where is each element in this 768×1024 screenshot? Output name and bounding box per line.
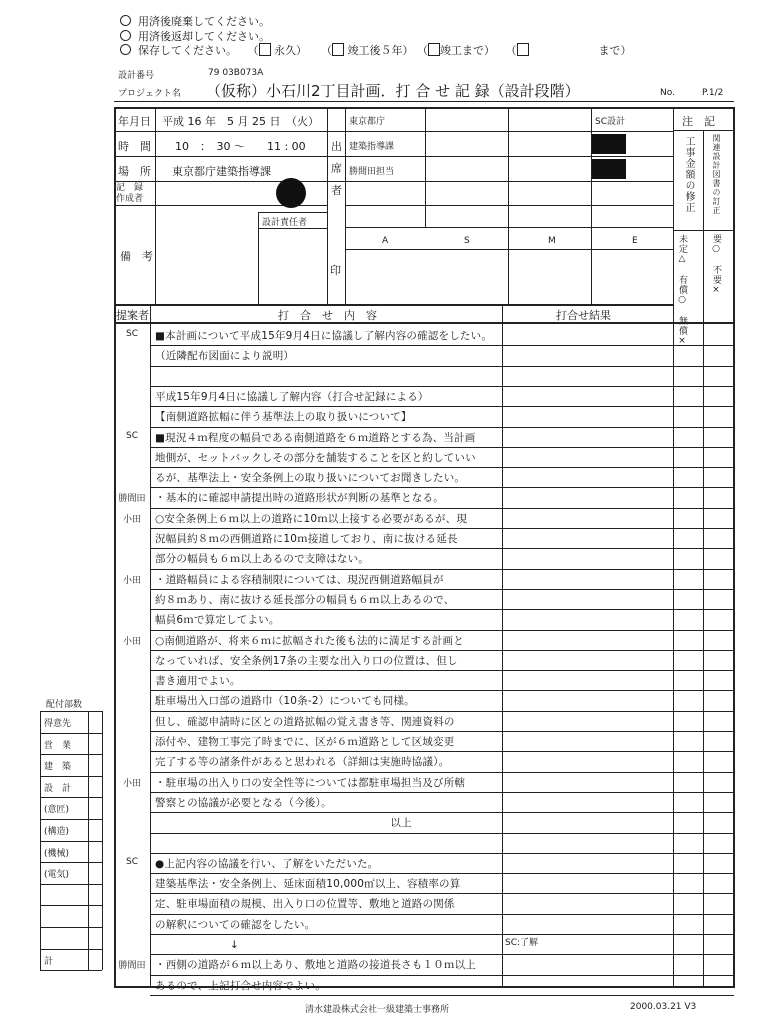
table-row-line — [150, 589, 734, 590]
footer-company: 清水建設株式会社一級建築士事務所 — [305, 1005, 450, 1015]
row-text: 但し、確認申請時に区との道路拡幅の覚え書き等、関連資料の — [155, 715, 455, 728]
row-line — [114, 181, 673, 182]
time-label: 時 間 — [118, 140, 151, 153]
place-value: 東京都庁建築指導課 — [172, 165, 271, 178]
row-speaker: SC — [126, 329, 138, 339]
row-text: あるので、上記打合せ内容でよい。 — [155, 979, 326, 992]
row-text: るが、基準法上・安全条例上の取り扱いについてお聞きしたい。 — [155, 472, 466, 485]
row-line — [345, 227, 673, 228]
row-text: 況幅員約８ｍの西側道路に10ｍ接道しており、南に抜ける延長 — [155, 533, 458, 545]
table-row-line — [150, 467, 734, 468]
project-label: プロジェクト名 — [118, 89, 181, 99]
recorder-label: 記 録 作成者 — [116, 183, 144, 204]
row-text: 平成15年9月4日に協議し了解内容（打合せ記録による） — [155, 390, 429, 403]
row-speaker: 小田 — [122, 778, 141, 789]
distribution-row-line — [40, 841, 102, 842]
distribution-row-line — [40, 884, 102, 885]
design-no-label: 設計番号 — [118, 71, 155, 81]
distribution-row-line — [40, 754, 102, 755]
table-row-line — [150, 792, 734, 793]
row-text: 完了する等の諸条件があると思われる（詳細は実施時協議）。 — [155, 756, 450, 769]
date-value: 平成 16 年 5 月 25 日 （火） — [162, 115, 319, 128]
page-number: P.1/2 — [702, 88, 724, 98]
table-row-line — [150, 548, 734, 549]
redacted-stamp — [276, 178, 306, 208]
asme-a: A — [382, 236, 389, 246]
result-header: 打合せ結果 — [556, 309, 611, 322]
table-row-line — [150, 995, 734, 996]
attendance-col-1 — [425, 107, 426, 227]
circle-bullet-icon — [120, 44, 131, 55]
distribution-row-line — [40, 862, 102, 863]
distribution-row-line — [40, 797, 102, 798]
row-text: ■現況４ｍ程度の幅員である南側道路を６ｍ道路とする為、当計画 — [155, 431, 476, 444]
notes-col-cost: 工事金額の修正 — [683, 136, 694, 213]
table-header-bottom — [114, 322, 734, 324]
row-text: 部分の幅員も６ｍ以上あるので支障はない。 — [155, 553, 369, 566]
seal-label: 印 — [330, 264, 341, 277]
notes-subcol-divider — [703, 130, 704, 322]
table-row-line — [150, 711, 734, 712]
design-no: 79 03B073A — [208, 68, 264, 78]
row-speaker: 小田 — [122, 636, 141, 647]
distribution-item: (意匠) — [44, 805, 70, 816]
row-text: ■本計画について平成15年9月4日に協議し了解内容の確認をしたい。 — [155, 330, 493, 342]
responsible-box-top — [258, 212, 327, 213]
table-row-line — [150, 975, 734, 976]
row-text: （近隣配布図面により説明） — [155, 350, 295, 363]
form-left-border — [114, 107, 116, 987]
distribution-row-line — [40, 733, 102, 734]
date-label: 年月日 — [118, 115, 151, 128]
checkbox-icon — [517, 43, 529, 56]
notes-col-divider-body — [673, 322, 674, 986]
row-speaker: SC — [126, 856, 138, 867]
distribution-item: 得意先 — [44, 719, 72, 729]
distribution-row-line — [40, 970, 102, 971]
responsible-box-left — [258, 212, 259, 304]
table-row-line — [150, 690, 734, 691]
attendance-label: 出席者 — [331, 140, 342, 197]
row-speaker: 小田 — [122, 514, 141, 525]
notes-subcol-divider-body — [703, 322, 704, 986]
table-row-line — [150, 366, 734, 367]
notice-line-1: 用済後廃棄してください。 — [120, 13, 270, 29]
page-title: （仮称）小石川2丁目計画．打 合 せ 記 録（設計段階） — [206, 82, 580, 100]
org-tokyo: 東京都庁 — [349, 117, 386, 127]
distribution-title: 配付部数 — [46, 700, 83, 710]
distribution-item: 設 計 — [44, 783, 72, 794]
circle-bullet-icon — [120, 15, 131, 26]
table-row-line — [150, 873, 734, 874]
distribution-row-line — [40, 949, 102, 950]
responsible-box-mid — [258, 228, 327, 229]
row-text: ↓ — [155, 939, 239, 951]
asme-s: S — [464, 236, 470, 246]
distribution-item: 営 業 — [44, 740, 72, 751]
row-line — [345, 249, 673, 250]
redacted-name-1 — [592, 134, 626, 154]
result-note: SC:了解 — [505, 938, 539, 948]
row-line — [114, 131, 673, 132]
header-underline — [114, 101, 734, 102]
table-row-line — [150, 853, 734, 854]
distribution-row-line — [40, 927, 102, 928]
table-row-line — [150, 650, 734, 651]
table-row-line — [150, 528, 734, 529]
org-sc: SC設計 — [595, 117, 625, 127]
checkbox-icon — [259, 43, 271, 56]
attendee-2: 勝間田担当 — [349, 167, 395, 177]
proposer-header: 提案者 — [116, 309, 149, 322]
row-text: 書き適用でよい。 — [155, 675, 241, 688]
distribution-right-border — [102, 711, 103, 970]
table-row-line — [150, 447, 734, 448]
row-text: 警察との協議が必要となる（今後）。 — [155, 796, 332, 809]
asme-e: E — [632, 236, 638, 246]
redacted-name-2 — [592, 159, 626, 179]
table-row-line — [150, 630, 734, 631]
table-row-line — [150, 954, 734, 955]
row-text: 駐車場出入口部の道路巾（10条-2）についても同様。 — [155, 695, 415, 708]
table-row-line — [150, 345, 734, 346]
distribution-row-line — [40, 776, 102, 777]
row-text: 定、駐車場面積の規模、出入り口の位置等、敷地と道路の関係 — [155, 898, 455, 911]
table-row-line — [150, 833, 734, 834]
table-row-line — [150, 386, 734, 387]
distribution-row-line — [40, 905, 102, 906]
table-row-line — [150, 427, 734, 428]
table-row-line — [150, 406, 734, 407]
distribution-item: (構造) — [44, 827, 70, 837]
row-text: ●上記内容の協議を行い、了解をいただいた。 — [155, 857, 379, 870]
row-text: ・道路幅員による容積制限については、現況西側道路幅員が — [155, 573, 444, 586]
table-row-line — [150, 487, 734, 488]
notice-line-2: 用済後返却してください。 — [120, 28, 270, 44]
table-row-line — [150, 934, 734, 935]
table-row-line — [150, 812, 734, 813]
row-speaker: 勝間田 — [118, 961, 146, 972]
remarks-label: 備 考 — [120, 250, 153, 263]
table-row-line — [150, 508, 734, 509]
row-line — [114, 156, 673, 157]
row-text: 以上 — [155, 817, 412, 830]
row-text: なっていれば、安全条例17条の主要な出入り口の位置は、但し — [155, 654, 458, 667]
attendee-1: 建築指導課 — [349, 142, 395, 152]
table-row-line — [150, 914, 734, 915]
row-line — [345, 205, 673, 206]
table-row-line — [150, 751, 734, 752]
distribution-item: 計 — [44, 956, 54, 967]
asme-m: M — [548, 236, 556, 246]
checkbox-icon — [428, 43, 440, 56]
row-text: ・基本的に確認申請提出時の道路形状が判断の基準となる。 — [155, 492, 444, 505]
form-right-border — [733, 107, 735, 987]
notice-line-3: 保存してください。 （ 永久） （ 竣工後５年） （ 竣工まで） （ まで） — [120, 42, 631, 58]
content-header: 打 合 せ 内 容 — [278, 309, 377, 322]
table-row-line — [150, 731, 734, 732]
row-speaker: SC — [126, 430, 138, 441]
row-text: 幅員6ｍで算定してよい。 — [155, 614, 280, 627]
row-line — [673, 130, 734, 131]
table-row-line — [150, 609, 734, 610]
notes-col-divider — [673, 107, 674, 322]
place-label: 場 所 — [118, 165, 151, 178]
notes-col-docs: 関連設計図書の訂正 — [712, 134, 721, 215]
row-text: ・西側の道路が６ｍ以上あり、敷地と道路の接道長さも１０ｍ以上 — [155, 959, 476, 972]
distribution-item: (電気) — [44, 870, 70, 881]
time-value: 10 ： 30 〜 11 : 00 — [175, 140, 306, 153]
notes-doc-options: 要○ 不要× — [711, 234, 721, 296]
distribution-row-line — [40, 819, 102, 820]
circle-bullet-icon — [120, 30, 131, 41]
responsible-label: 設計責任者 — [262, 218, 308, 228]
row-speaker: 小田 — [122, 575, 141, 586]
table-row-line — [150, 772, 734, 773]
row-text: 約８ｍあり、南に抜ける延長部分の幅員も６ｍ以上あるので、 — [155, 593, 455, 606]
no-label: No. — [660, 88, 675, 98]
distribution-item: (機械) — [44, 848, 70, 859]
notes-cost-options: 未定△ 有償○ 無償× — [677, 234, 687, 347]
table-row-line — [150, 670, 734, 671]
table-row-line — [150, 569, 734, 570]
footer-code: 2000.03.21 V3 — [630, 1002, 697, 1012]
row-text: ・駐車場の出入り口の安全性等については都駐車場担当及び所轄 — [155, 776, 466, 789]
table-header-top — [114, 304, 673, 306]
row-text: 添付や、建物工事完了時までに、区が６ｍ道路として区域変更 — [155, 736, 455, 748]
distribution-item: 建 築 — [44, 762, 72, 773]
distribution-top-border — [40, 711, 102, 712]
checkbox-icon — [332, 43, 344, 56]
notes-label: 注 記 — [682, 115, 715, 128]
row-line — [673, 230, 734, 231]
table-row-line — [150, 893, 734, 894]
row-speaker: 勝間田 — [118, 494, 146, 505]
form-top-border — [114, 107, 734, 109]
row-text: ○安全条例上６ｍ以上の道路に10ｍ以上接する必要があるが、現 — [155, 512, 468, 525]
row-text: 建築基準法・安全条例上、延床面積10,000㎡以上、容積率の算 — [155, 878, 461, 891]
row-text: 地側が、セットバックしその部分を舗装することを区と約していい — [155, 451, 476, 464]
row-text: ○南側道路が、将来６ｍに拡幅された後も法的に満足する計画と — [155, 634, 464, 647]
row-text: 【南側道路拡幅に伴う基準法上の取り扱いについて】 — [155, 411, 412, 424]
info-col-divider — [327, 107, 328, 304]
row-text: の解釈についての確認をしたい。 — [155, 918, 316, 931]
